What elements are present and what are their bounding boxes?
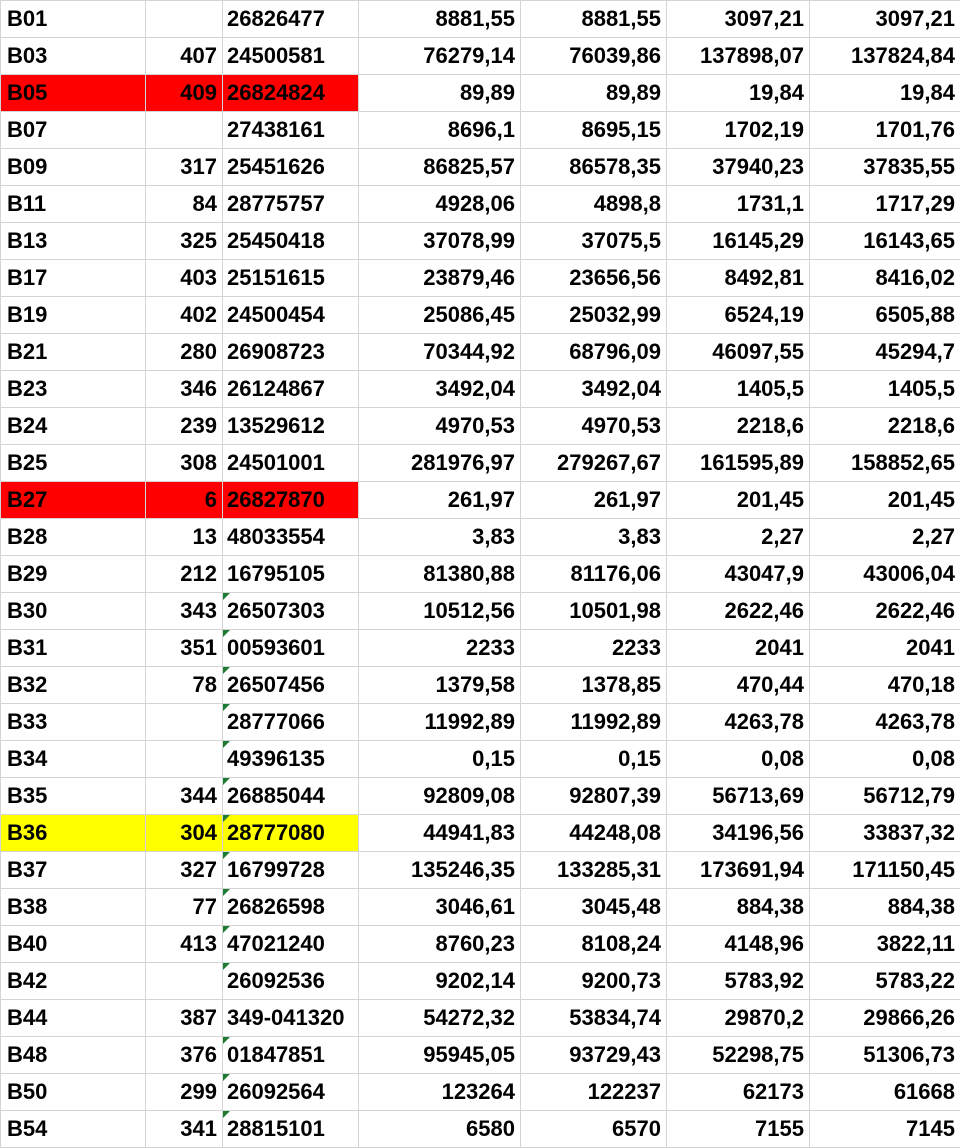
cell-value-1[interactable]: 8696,1 xyxy=(359,112,521,149)
cell-value-2[interactable]: 6570 xyxy=(521,1111,667,1148)
cell-value-2[interactable]: 0,15 xyxy=(521,741,667,778)
cell-code[interactable]: B19 xyxy=(1,297,146,334)
cell-number[interactable]: 407 xyxy=(146,38,223,75)
table-row xyxy=(1,963,960,1000)
cell-value-4[interactable]: 8416,02 xyxy=(810,260,960,297)
cell-number[interactable]: 78 xyxy=(146,667,223,704)
cell-value-2[interactable]: 2233 xyxy=(521,630,667,667)
cell-code[interactable]: B50 xyxy=(1,1074,146,1111)
table-row xyxy=(1,149,960,186)
cell-code[interactable]: B27 xyxy=(1,482,146,519)
cell-value-2[interactable]: 89,89 xyxy=(521,75,667,112)
cell-id[interactable]: 25151615 xyxy=(223,260,359,297)
cell-value-4[interactable]: 56712,79 xyxy=(810,778,960,815)
cell-number[interactable]: 280 xyxy=(146,334,223,371)
cell-code[interactable]: B01 xyxy=(1,1,146,38)
cell-value-3[interactable]: 3097,21 xyxy=(667,1,810,38)
cell-number[interactable]: 409 xyxy=(146,75,223,112)
cell-number[interactable]: 317 xyxy=(146,149,223,186)
cell-value-2[interactable]: 37075,5 xyxy=(521,223,667,260)
cell-number[interactable]: 6 xyxy=(146,482,223,519)
cell-value-4[interactable]: 1701,76 xyxy=(810,112,960,149)
cell-value-3[interactable]: 5783,92 xyxy=(667,963,810,1000)
cell-value-3[interactable]: 52298,75 xyxy=(667,1037,810,1074)
cell-code[interactable]: B38 xyxy=(1,889,146,926)
table-row xyxy=(1,704,960,741)
cell-id[interactable]: 26908723 xyxy=(223,334,359,371)
cell-value-1[interactable]: 8881,55 xyxy=(359,1,521,38)
cell-value-4[interactable]: 171150,45 xyxy=(810,852,960,889)
cell-value-4[interactable]: 0,08 xyxy=(810,741,960,778)
cell-value-2[interactable]: 23656,56 xyxy=(521,260,667,297)
cell-value-3[interactable]: 56713,69 xyxy=(667,778,810,815)
cell-value-1[interactable]: 70344,92 xyxy=(359,334,521,371)
cell-id[interactable]: 48033554 xyxy=(223,519,359,556)
cell-value-3[interactable]: 137898,07 xyxy=(667,38,810,75)
cell-value-4[interactable]: 158852,65 xyxy=(810,445,960,482)
cell-value-1[interactable]: 23879,46 xyxy=(359,260,521,297)
cell-value-1[interactable]: 95945,05 xyxy=(359,1037,521,1074)
table-row xyxy=(1,408,960,445)
cell-number[interactable]: 304 xyxy=(146,815,223,852)
table-row xyxy=(1,186,960,223)
cell-value-3[interactable]: 161595,89 xyxy=(667,445,810,482)
cell-value-1[interactable]: 81380,88 xyxy=(359,556,521,593)
cell-value-3[interactable]: 4263,78 xyxy=(667,704,810,741)
cell-value-1[interactable]: 0,15 xyxy=(359,741,521,778)
cell-id[interactable]: 49396135 xyxy=(223,741,359,778)
cell-value-4[interactable]: 7145 xyxy=(810,1111,960,1148)
cell-value-3[interactable]: 0,08 xyxy=(667,741,810,778)
table-row xyxy=(1,741,960,778)
cell-id[interactable]: 27438161 xyxy=(223,112,359,149)
cell-code[interactable]: B31 xyxy=(1,630,146,667)
cell-code[interactable]: B07 xyxy=(1,112,146,149)
cell-value-4[interactable]: 201,45 xyxy=(810,482,960,519)
cell-number[interactable]: 84 xyxy=(146,186,223,223)
table-row xyxy=(1,1000,960,1037)
cell-id[interactable]: 28777066 xyxy=(223,704,359,741)
cell-code[interactable]: B42 xyxy=(1,963,146,1000)
cell-value-4[interactable]: 2041 xyxy=(810,630,960,667)
cell-value-2[interactable]: 1378,85 xyxy=(521,667,667,704)
cell-number[interactable] xyxy=(146,704,223,741)
cell-value-4[interactable]: 19,84 xyxy=(810,75,960,112)
table-row xyxy=(1,112,960,149)
cell-code[interactable]: B35 xyxy=(1,778,146,815)
cell-number[interactable] xyxy=(146,963,223,1000)
cell-value-1[interactable]: 4928,06 xyxy=(359,186,521,223)
table-row xyxy=(1,1037,960,1074)
cell-value-4[interactable]: 884,38 xyxy=(810,889,960,926)
cell-number[interactable]: 341 xyxy=(146,1111,223,1148)
cell-number[interactable]: 13 xyxy=(146,519,223,556)
cell-id[interactable]: 26885044 xyxy=(223,778,359,815)
cell-value-2[interactable]: 44248,08 xyxy=(521,815,667,852)
cell-value-1[interactable]: 25086,45 xyxy=(359,297,521,334)
cell-number[interactable]: 344 xyxy=(146,778,223,815)
cell-value-4[interactable]: 2218,6 xyxy=(810,408,960,445)
cell-value-2[interactable]: 8695,15 xyxy=(521,112,667,149)
table-row xyxy=(1,75,960,112)
table-row xyxy=(1,519,960,556)
cell-value-3[interactable]: 46097,55 xyxy=(667,334,810,371)
table-row xyxy=(1,371,960,408)
cell-code[interactable]: B03 xyxy=(1,38,146,75)
cell-number[interactable] xyxy=(146,112,223,149)
cell-id[interactable]: 26092536 xyxy=(223,963,359,1000)
table-row xyxy=(1,1,960,38)
cell-value-2[interactable]: 8108,24 xyxy=(521,926,667,963)
cell-number[interactable]: 327 xyxy=(146,852,223,889)
cell-code[interactable]: B37 xyxy=(1,852,146,889)
cell-value-2[interactable]: 3492,04 xyxy=(521,371,667,408)
cell-number[interactable]: 376 xyxy=(146,1037,223,1074)
cell-value-3[interactable]: 43047,9 xyxy=(667,556,810,593)
cell-value-1[interactable]: 3046,61 xyxy=(359,889,521,926)
cell-value-1[interactable]: 92809,08 xyxy=(359,778,521,815)
cell-value-4[interactable]: 2,27 xyxy=(810,519,960,556)
cell-value-3[interactable]: 6524,19 xyxy=(667,297,810,334)
cell-code[interactable]: B32 xyxy=(1,667,146,704)
table-row xyxy=(1,630,960,667)
cell-number[interactable]: 343 xyxy=(146,593,223,630)
cell-id[interactable]: 25451626 xyxy=(223,149,359,186)
cell-value-1[interactable]: 3,83 xyxy=(359,519,521,556)
cell-value-4[interactable]: 51306,73 xyxy=(810,1037,960,1074)
cell-value-4[interactable]: 16143,65 xyxy=(810,223,960,260)
cell-code[interactable]: B40 xyxy=(1,926,146,963)
cell-id[interactable]: 25450418 xyxy=(223,223,359,260)
cell-code[interactable]: B33 xyxy=(1,704,146,741)
table-row xyxy=(1,926,960,963)
cell-code[interactable]: B36 xyxy=(1,815,146,852)
cell-number[interactable] xyxy=(146,1,223,38)
cell-value-1[interactable]: 76279,14 xyxy=(359,38,521,75)
cell-value-4[interactable]: 33837,32 xyxy=(810,815,960,852)
cell-id[interactable]: 16799728 xyxy=(223,852,359,889)
cell-value-1[interactable]: 8760,23 xyxy=(359,926,521,963)
table-row xyxy=(1,260,960,297)
cell-code[interactable]: B48 xyxy=(1,1037,146,1074)
cell-value-2[interactable]: 68796,09 xyxy=(521,334,667,371)
cell-value-4[interactable]: 1405,5 xyxy=(810,371,960,408)
cell-code[interactable]: B54 xyxy=(1,1111,146,1148)
table-row xyxy=(1,667,960,704)
cell-value-2[interactable]: 76039,86 xyxy=(521,38,667,75)
cell-value-2[interactable]: 8881,55 xyxy=(521,1,667,38)
cell-value-2[interactable]: 53834,74 xyxy=(521,1000,667,1037)
cell-value-2[interactable]: 279267,67 xyxy=(521,445,667,482)
cell-number[interactable]: 77 xyxy=(146,889,223,926)
cell-value-4[interactable]: 29866,26 xyxy=(810,1000,960,1037)
cell-value-2[interactable]: 3,83 xyxy=(521,519,667,556)
cell-code[interactable]: B30 xyxy=(1,593,146,630)
cell-value-1[interactable]: 281976,97 xyxy=(359,445,521,482)
cell-value-4[interactable]: 3097,21 xyxy=(810,1,960,38)
table-row xyxy=(1,815,960,852)
cell-value-2[interactable]: 122237 xyxy=(521,1074,667,1111)
cell-value-3[interactable]: 16145,29 xyxy=(667,223,810,260)
table-row xyxy=(1,778,960,815)
cell-value-4[interactable]: 43006,04 xyxy=(810,556,960,593)
cell-value-4[interactable]: 3822,11 xyxy=(810,926,960,963)
cell-code[interactable]: B44 xyxy=(1,1000,146,1037)
cell-number[interactable]: 308 xyxy=(146,445,223,482)
cell-value-1[interactable]: 123264 xyxy=(359,1074,521,1111)
table-row xyxy=(1,334,960,371)
table-row xyxy=(1,889,960,926)
cell-value-3[interactable]: 4148,96 xyxy=(667,926,810,963)
cell-value-4[interactable]: 37835,55 xyxy=(810,149,960,186)
cell-value-3[interactable]: 62173 xyxy=(667,1074,810,1111)
cell-number[interactable]: 387 xyxy=(146,1000,223,1037)
cell-value-3[interactable]: 37940,23 xyxy=(667,149,810,186)
cell-id[interactable]: 24500581 xyxy=(223,38,359,75)
cell-value-2[interactable]: 261,97 xyxy=(521,482,667,519)
cell-code[interactable]: B09 xyxy=(1,149,146,186)
cell-value-1[interactable]: 2233 xyxy=(359,630,521,667)
cell-code[interactable]: B23 xyxy=(1,371,146,408)
cell-value-2[interactable]: 10501,98 xyxy=(521,593,667,630)
cell-value-4[interactable]: 470,18 xyxy=(810,667,960,704)
cell-code[interactable]: B13 xyxy=(1,223,146,260)
cell-number[interactable]: 403 xyxy=(146,260,223,297)
cell-number[interactable]: 346 xyxy=(146,371,223,408)
cell-id[interactable]: 26507456 xyxy=(223,667,359,704)
cell-value-2[interactable]: 4970,53 xyxy=(521,408,667,445)
cell-id[interactable]: 26827870 xyxy=(223,482,359,519)
table-row xyxy=(1,1111,960,1148)
cell-number[interactable]: 351 xyxy=(146,630,223,667)
cell-number[interactable]: 212 xyxy=(146,556,223,593)
cell-code[interactable]: B17 xyxy=(1,260,146,297)
table-row xyxy=(1,38,960,75)
cell-value-3[interactable]: 173691,94 xyxy=(667,852,810,889)
cell-id[interactable]: 13529612 xyxy=(223,408,359,445)
cell-value-1[interactable]: 261,97 xyxy=(359,482,521,519)
table-row xyxy=(1,482,960,519)
cell-value-3[interactable]: 34196,56 xyxy=(667,815,810,852)
cell-value-1[interactable]: 9202,14 xyxy=(359,963,521,1000)
table-row xyxy=(1,445,960,482)
cell-id[interactable]: 01847851 xyxy=(223,1037,359,1074)
cell-value-1[interactable]: 54272,32 xyxy=(359,1000,521,1037)
cell-value-3[interactable]: 8492,81 xyxy=(667,260,810,297)
cell-value-2[interactable]: 93729,43 xyxy=(521,1037,667,1074)
cell-id[interactable]: 26824824 xyxy=(223,75,359,112)
cell-number[interactable]: 299 xyxy=(146,1074,223,1111)
cell-value-3[interactable]: 201,45 xyxy=(667,482,810,519)
cell-value-3[interactable]: 7155 xyxy=(667,1111,810,1148)
cell-value-3[interactable]: 884,38 xyxy=(667,889,810,926)
cell-value-2[interactable]: 92807,39 xyxy=(521,778,667,815)
cell-value-3[interactable]: 29870,2 xyxy=(667,1000,810,1037)
cell-value-1[interactable]: 135246,35 xyxy=(359,852,521,889)
cell-value-4[interactable]: 1717,29 xyxy=(810,186,960,223)
cell-value-1[interactable]: 11992,89 xyxy=(359,704,521,741)
cell-code[interactable]: B05 xyxy=(1,75,146,112)
cell-code[interactable]: B34 xyxy=(1,741,146,778)
cell-value-3[interactable]: 2,27 xyxy=(667,519,810,556)
cell-value-1[interactable]: 44941,83 xyxy=(359,815,521,852)
cell-value-2[interactable]: 25032,99 xyxy=(521,297,667,334)
cell-id[interactable]: 28777080 xyxy=(223,815,359,852)
cell-id[interactable]: 26826477 xyxy=(223,1,359,38)
table-row xyxy=(1,223,960,260)
cell-value-1[interactable]: 86825,57 xyxy=(359,149,521,186)
cell-id[interactable]: 24501001 xyxy=(223,445,359,482)
cell-id[interactable]: 47021240 xyxy=(223,926,359,963)
cell-value-1[interactable]: 6580 xyxy=(359,1111,521,1148)
cell-value-2[interactable]: 11992,89 xyxy=(521,704,667,741)
table-row xyxy=(1,852,960,889)
cell-value-3[interactable]: 2041 xyxy=(667,630,810,667)
cell-id[interactable]: 24500454 xyxy=(223,297,359,334)
cell-value-4[interactable]: 45294,7 xyxy=(810,334,960,371)
table-row xyxy=(1,593,960,630)
cell-value-1[interactable]: 4970,53 xyxy=(359,408,521,445)
cell-id[interactable]: 26826598 xyxy=(223,889,359,926)
cell-value-1[interactable]: 89,89 xyxy=(359,75,521,112)
cell-code[interactable]: B11 xyxy=(1,186,146,223)
cell-value-2[interactable]: 4898,8 xyxy=(521,186,667,223)
cell-value-1[interactable]: 37078,99 xyxy=(359,223,521,260)
cell-value-2[interactable]: 133285,31 xyxy=(521,852,667,889)
cell-number[interactable]: 413 xyxy=(146,926,223,963)
table-row xyxy=(1,297,960,334)
cell-number[interactable] xyxy=(146,741,223,778)
cell-code[interactable]: B25 xyxy=(1,445,146,482)
table-body xyxy=(1,1,960,1148)
cell-value-1[interactable]: 1379,58 xyxy=(359,667,521,704)
cell-value-4[interactable]: 5783,22 xyxy=(810,963,960,1000)
cell-code[interactable]: B29 xyxy=(1,556,146,593)
cell-number[interactable]: 325 xyxy=(146,223,223,260)
cell-id[interactable]: 16795105 xyxy=(223,556,359,593)
cell-value-2[interactable]: 81176,06 xyxy=(521,556,667,593)
cell-code[interactable]: B21 xyxy=(1,334,146,371)
cell-id[interactable]: 28815101 xyxy=(223,1111,359,1148)
cell-value-2[interactable]: 86578,35 xyxy=(521,149,667,186)
table-row xyxy=(1,1074,960,1111)
cell-value-3[interactable]: 2622,46 xyxy=(667,593,810,630)
cell-code[interactable]: B24 xyxy=(1,408,146,445)
cell-id[interactable]: 28775757 xyxy=(223,186,359,223)
cell-value-2[interactable]: 3045,48 xyxy=(521,889,667,926)
cell-number[interactable]: 239 xyxy=(146,408,223,445)
cell-id[interactable]: 349-041320 xyxy=(223,1000,359,1037)
cell-value-4[interactable]: 2622,46 xyxy=(810,593,960,630)
cell-code[interactable]: B28 xyxy=(1,519,146,556)
cell-value-4[interactable]: 6505,88 xyxy=(810,297,960,334)
cell-value-3[interactable]: 1731,1 xyxy=(667,186,810,223)
cell-value-3[interactable]: 19,84 xyxy=(667,75,810,112)
cell-value-1[interactable]: 10512,56 xyxy=(359,593,521,630)
cell-id[interactable]: 26124867 xyxy=(223,371,359,408)
cell-value-3[interactable]: 1405,5 xyxy=(667,371,810,408)
cell-id[interactable]: 26092564 xyxy=(223,1074,359,1111)
cell-value-4[interactable]: 4263,78 xyxy=(810,704,960,741)
cell-value-3[interactable]: 470,44 xyxy=(667,667,810,704)
cell-value-3[interactable]: 2218,6 xyxy=(667,408,810,445)
cell-value-3[interactable]: 1702,19 xyxy=(667,112,810,149)
cell-number[interactable]: 402 xyxy=(146,297,223,334)
cell-value-4[interactable]: 137824,84 xyxy=(810,38,960,75)
cell-id[interactable]: 00593601 xyxy=(223,630,359,667)
cell-value-2[interactable]: 9200,73 xyxy=(521,963,667,1000)
cell-value-4[interactable]: 61668 xyxy=(810,1074,960,1111)
cell-value-1[interactable]: 3492,04 xyxy=(359,371,521,408)
cell-id[interactable]: 26507303 xyxy=(223,593,359,630)
table-row xyxy=(1,556,960,593)
